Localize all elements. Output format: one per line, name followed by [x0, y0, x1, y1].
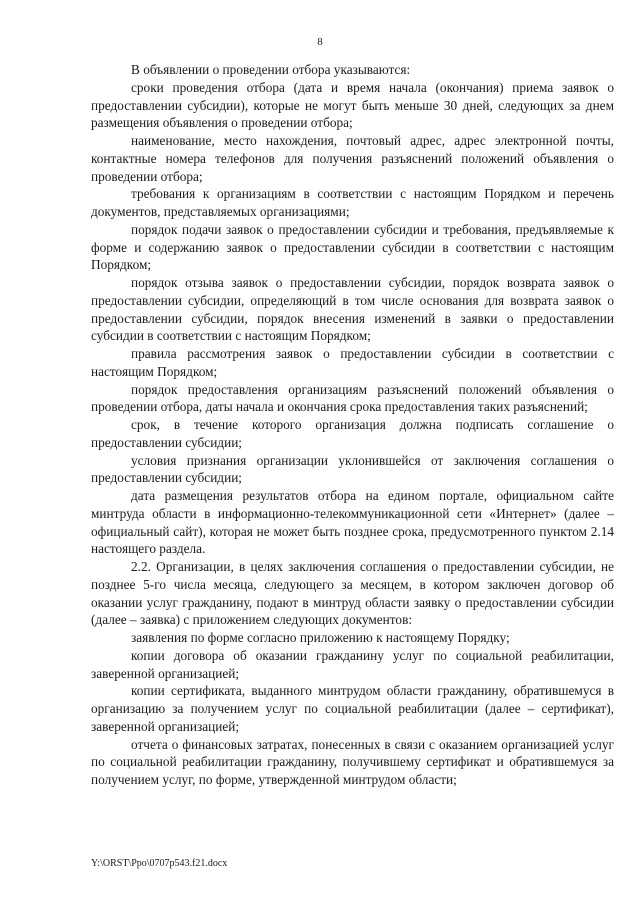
paragraph: условия признания организации уклонившейся от заключения соглашения о предоставлении субсидии;	[91, 452, 614, 486]
paragraph: отчета о финансовых затратах, понесенных в связи с оказанием организацией услуг по социальной реабилитации гражданину, получившему сертификат и обратившемуся за получением услуг, по форме, утвержденной минтрудом области;	[91, 736, 614, 787]
paragraph: требования к организациям в соответствии с настоящим Порядком и перечень документов, представляемых организациями;	[91, 186, 614, 219]
paragraph: правила рассмотрения заявок о предоставлении субсидии в соответствии с настоящим Порядком;	[91, 346, 614, 379]
paragraph: заявления по форме согласно приложению к настоящему Порядку;	[131, 630, 510, 645]
document-body	[91, 61, 614, 789]
paragraph: порядок отзыва заявок о предоставлении субсидии, порядок возврата заявок о предоставлении субсидии, определяющий в том числе основания для возврата заявок о предоставлении субсидии, порядок внесения изменений в заявки о предоставлении субсидии в соответствии с настоящим Порядком;	[91, 275, 614, 344]
paragraph: В объявлении о проведении отбора указываются:	[131, 62, 411, 77]
paragraph: копии договора об оказании гражданину услуг по социальной реабилитации, заверенной организацией;	[91, 647, 614, 681]
paragraph: порядок предоставления организациям разъяснений положений объявления о проведении отбора, даты начала и окончания срока предоставления таких разъяснений;	[91, 381, 614, 415]
paragraph: дата размещения результатов отбора на едином портале, официальном сайте минтруда области в информационно-телекоммуникационной сети «Интернет» (далее – официальный сайт), которая не может быть позднее срока, предусмотренного пунктом 2.14 настоящего раздела.	[91, 488, 614, 557]
page-number: 8	[317, 36, 323, 48]
paragraph: 2.2. Организации, в целях заключения соглашения о предоставлении субсидии, не позднее 5-го числа месяца, следующего за месяцем, в котором заключен договор об оказании услуг гражданину, подают в минтруд области заявку о предоставлении субсидии (далее – заявка) с приложением следующих документов:	[91, 559, 614, 628]
footer-file-path: Y:\ORST\Ppo\0707p543.f21.docx	[91, 858, 228, 869]
paragraph: наименование, место нахождения, почтовый адрес, адрес электронной почты, контактные номера телефонов для получения разъяснений положений объявления о проведении отбора;	[91, 133, 614, 184]
paragraph: копии сертификата, выданного минтрудом области гражданину, обратившемуся в организацию за получением услуг по социальной реабилитации (далее – сертификат), заверенной организацией;	[91, 683, 614, 734]
paragraph: сроки проведения отбора (дата и время начала (окончания) приема заявок о предоставлении субсидии), которые не могут быть меньше 30 дней, следующих за днем размещения объявления о проведении отбора;	[91, 79, 614, 131]
paragraph: порядок подачи заявок о предоставлении субсидии и требования, предъявляемые к форме и содержанию заявок о предоставлении субсидии в соответствии с настоящим Порядком;	[91, 221, 614, 273]
paragraph: срок, в течение которого организация должна подписать соглашение о предоставлении субсидии;	[91, 417, 614, 450]
